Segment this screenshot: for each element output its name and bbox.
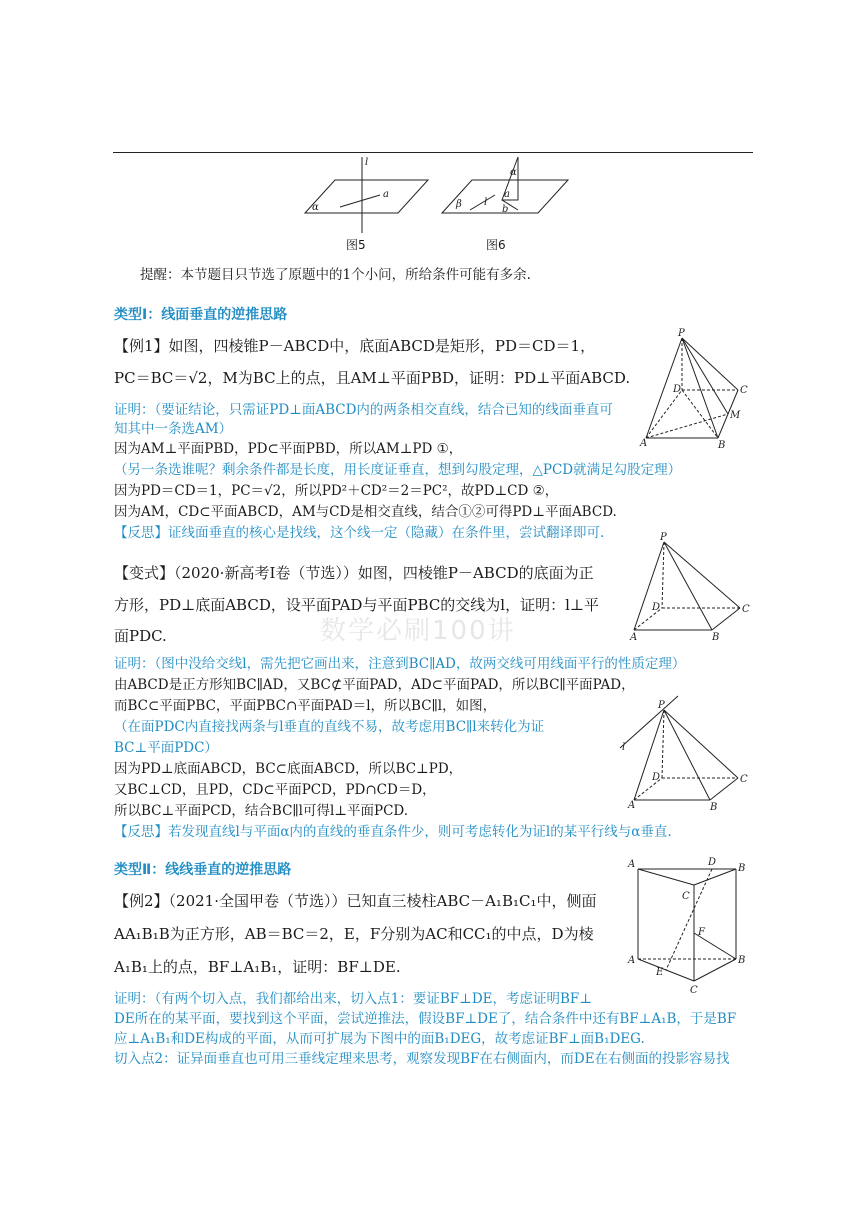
reflection2: 【反思】若发现直线l与平面α内的直线的垂直条件少，则可考虑转化为证l的某平行线与α垂直. bbox=[114, 824, 672, 840]
svg-text:D: D bbox=[652, 602, 661, 613]
svg-text:B: B bbox=[712, 632, 720, 643]
svg-text:b: b bbox=[502, 204, 509, 215]
svg-text:l: l bbox=[484, 197, 488, 208]
proof3-line3: 应⊥A₁B₁和DE构成的平面，从而可扩展为下图中的面B₁DEG，故考虑证BF⊥面B₁DEG. bbox=[114, 1031, 645, 1047]
svg-text:E: E bbox=[656, 967, 664, 978]
svg-text:A: A bbox=[628, 800, 636, 811]
pyramid-figure-3 bbox=[620, 700, 750, 813]
svg-text:β: β bbox=[456, 199, 462, 210]
proof3-line4: 切入点2：证异面垂直也可用三垂线定理来思考，观察发现BF在右侧面内，而DE在右侧面的投影容易找 bbox=[114, 1051, 730, 1067]
pyramid-figure-1 bbox=[640, 330, 760, 450]
section-type2: 类型Ⅱ：线线垂直的逆推思路 bbox=[114, 862, 292, 878]
hint-text: 提醒：本节题目只节选了原题中的1个小问，所给条件可能有多余. bbox=[140, 267, 531, 283]
example2-line3: A₁B₁上的点，BF⊥A₁B₁，证明：BF⊥DE. bbox=[114, 958, 401, 976]
proof3-line1: 证明：（有两个切入点，我们都给出来，切入点1：要证BF⊥DE，考虑证明BF⊥ bbox=[114, 991, 592, 1007]
proof2-line1: 证明：（图中没给交线l，需先把它画出来，注意到BC∥AD，故两交线可用线面平行的性质定理） bbox=[114, 656, 686, 672]
proof2-line4: （在面PDC内直接找两条与l垂直的直线不易，故考虑用BC∥l来转化为证 bbox=[114, 719, 545, 735]
svg-text:P: P bbox=[658, 700, 665, 711]
proof1-line2: 知其中一条选AM） bbox=[114, 421, 233, 437]
watermark: 数学必刷100讲 bbox=[320, 616, 516, 646]
svg-text:D: D bbox=[652, 772, 661, 783]
proof1-line5: 因为PD＝CD＝1，PC＝√2，所以PD²＋CD²＝2＝PC²，故PD⊥CD ②， bbox=[114, 483, 559, 499]
svg-text:D: D bbox=[708, 857, 717, 868]
svg-text:M: M bbox=[730, 410, 741, 421]
section-type1: 类型Ⅰ：线面垂直的逆推思路 bbox=[114, 307, 288, 323]
example1-line1: 【例1】如图，四棱锥P－ABCD中，底面ABCD是矩形，PD＝CD＝1， bbox=[114, 337, 596, 355]
svg-text:P: P bbox=[678, 328, 685, 339]
svg-text:C: C bbox=[740, 385, 748, 396]
svg-text:A: A bbox=[628, 955, 636, 966]
svg-text:l: l bbox=[365, 157, 369, 168]
svg-text:B: B bbox=[738, 955, 746, 966]
svg-text:B: B bbox=[738, 863, 746, 874]
svg-text:C: C bbox=[690, 985, 698, 996]
pyramid-figure-2 bbox=[630, 532, 755, 643]
example2-line2: AA₁B₁B为正方形，AB＝BC＝2，E，F分别为AC和CC₁的中点，D为棱 bbox=[114, 925, 594, 943]
svg-text:D: D bbox=[673, 384, 682, 395]
prism-figure bbox=[628, 855, 758, 996]
proof2-line8: 所以BC⊥平面PCD，结合BC∥l可得l⊥平面PCD. bbox=[114, 803, 409, 819]
proof1-line3: 因为AM⊥平面PBD，PD⊂平面PBD，所以AM⊥PD ①， bbox=[114, 441, 463, 457]
svg-text:P: P bbox=[660, 532, 667, 543]
svg-text:C: C bbox=[742, 604, 750, 615]
svg-text:α: α bbox=[312, 202, 319, 213]
proof2-line7: 又BC⊥CD，且PD，CD⊂平面PCD，PD∩CD＝D， bbox=[114, 782, 436, 798]
example1-line2: PC＝BC＝√2，M为BC上的点，且AM⊥平面PBD，证明：PD⊥平面ABCD. bbox=[114, 369, 631, 387]
proof1-line4: （另一条选谁呢？剩余条件都是长度，用长度证垂直，想到勾股定理，△PCD就满足勾股定理） bbox=[114, 462, 682, 478]
header-rule bbox=[113, 152, 753, 153]
figure-6-caption: 图6 bbox=[486, 238, 506, 252]
reflection1: 【反思】证线面垂直的核心是找线，这个线一定（隐藏）在条件里，尝试翻译即可. bbox=[114, 525, 605, 541]
variant-line3: 面PDC. bbox=[114, 627, 167, 645]
proof2-line5: BC⊥平面PDC） bbox=[114, 740, 218, 756]
svg-text:C: C bbox=[740, 774, 748, 785]
svg-text:A: A bbox=[630, 632, 638, 643]
svg-text:a: a bbox=[383, 189, 389, 200]
proof1-line6: 因为AM，CD⊂平面ABCD，AM与CD是相交直线，结合①②可得PD⊥平面ABCD. bbox=[114, 504, 617, 520]
svg-text:B: B bbox=[710, 802, 718, 813]
svg-text:a: a bbox=[504, 189, 510, 200]
proof2-line3: 而BC⊂平面PBC，平面PBC∩平面PAD＝l，所以BC∥l，如图， bbox=[114, 698, 497, 714]
svg-text:l: l bbox=[622, 742, 626, 753]
example2-line1: 【例2】（2021·全国甲卷（节选））已知直三棱柱ABC－A₁B₁C₁中，侧面 bbox=[114, 892, 597, 910]
proof3-line2: DE所在的某平面，要找到这个平面，尝试逆推法，假设BF⊥DE了，结合条件中还有BF⊥A₁B，于是BF bbox=[114, 1011, 737, 1027]
svg-text:B: B bbox=[718, 440, 726, 451]
figure-5-caption: 图5 bbox=[346, 238, 366, 252]
variant-line2: 方形，PD⊥底面ABCD，设平面PAD与平面PBC的交线为l，证明：l⊥平 bbox=[114, 596, 600, 614]
svg-text:F: F bbox=[698, 927, 705, 938]
svg-text:A: A bbox=[628, 859, 636, 870]
svg-text:A: A bbox=[640, 438, 648, 449]
svg-text:C: C bbox=[682, 891, 690, 902]
proof1-line1: 证明：（要证结论，只需证PD⊥面ABCD内的两条相交直线，结合已知的线面垂直可 bbox=[114, 402, 613, 418]
proof2-line2: 由ABCD是正方形知BC∥AD，又BC⊄平面PAD，AD⊂平面PAD，所以BC∥平面PAD， bbox=[114, 677, 635, 693]
proof2-line6: 因为PD⊥底面ABCD，BC⊂底面ABCD，所以BC⊥PD， bbox=[114, 761, 463, 777]
svg-text:α: α bbox=[510, 167, 517, 178]
variant-line1: 【变式】（2020·新高考Ⅰ卷（节选））如图，四棱锥P－ABCD的底面为正 bbox=[114, 564, 594, 582]
